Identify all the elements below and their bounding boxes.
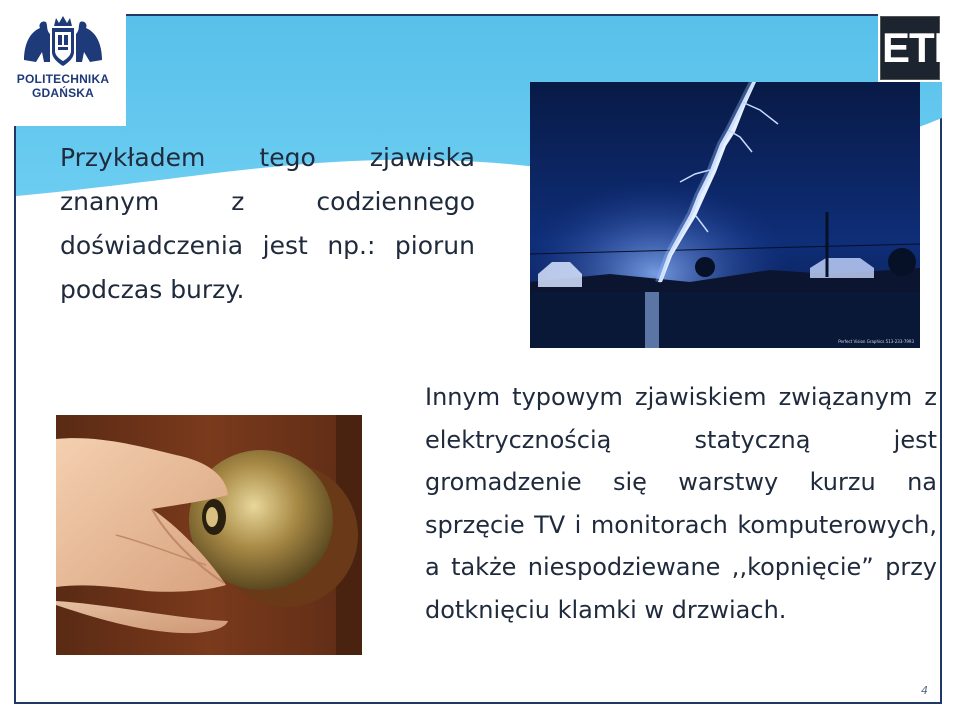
crest-icon (18, 14, 108, 70)
page-number: 4 (921, 684, 928, 697)
logo-text-line1: POLITECHNIKA (16, 72, 110, 86)
door-knob-icon (56, 415, 362, 655)
paragraph-static-examples: Innym typowym zjawiskiem związanym z elektrycznością statyczną jest gromadzenie się warstwy kurzu na sprzęcie TV i monitorach komputerowych, a także niespodziewane ,,kopnięcie” przy dotknięciu klamki w drzwiach. (425, 383, 937, 624)
eti-logo-text: ETI (882, 24, 945, 71)
lightning-photo (530, 82, 920, 348)
paragraph-lightning: Przykładem tego zjawiska znanym z codziennego doświadczenia jest np.: piorun podczas burzy. (60, 143, 475, 304)
lightning-icon (530, 82, 920, 348)
eti-logo (878, 14, 944, 82)
door-knob-photo (56, 415, 362, 655)
politechnika-gdanska-logo (0, 0, 126, 126)
logo-text-line2: GDAŃSKA (31, 86, 95, 100)
photo-credit: Perfect Vision Graphics 513-233-7993 (838, 339, 914, 344)
